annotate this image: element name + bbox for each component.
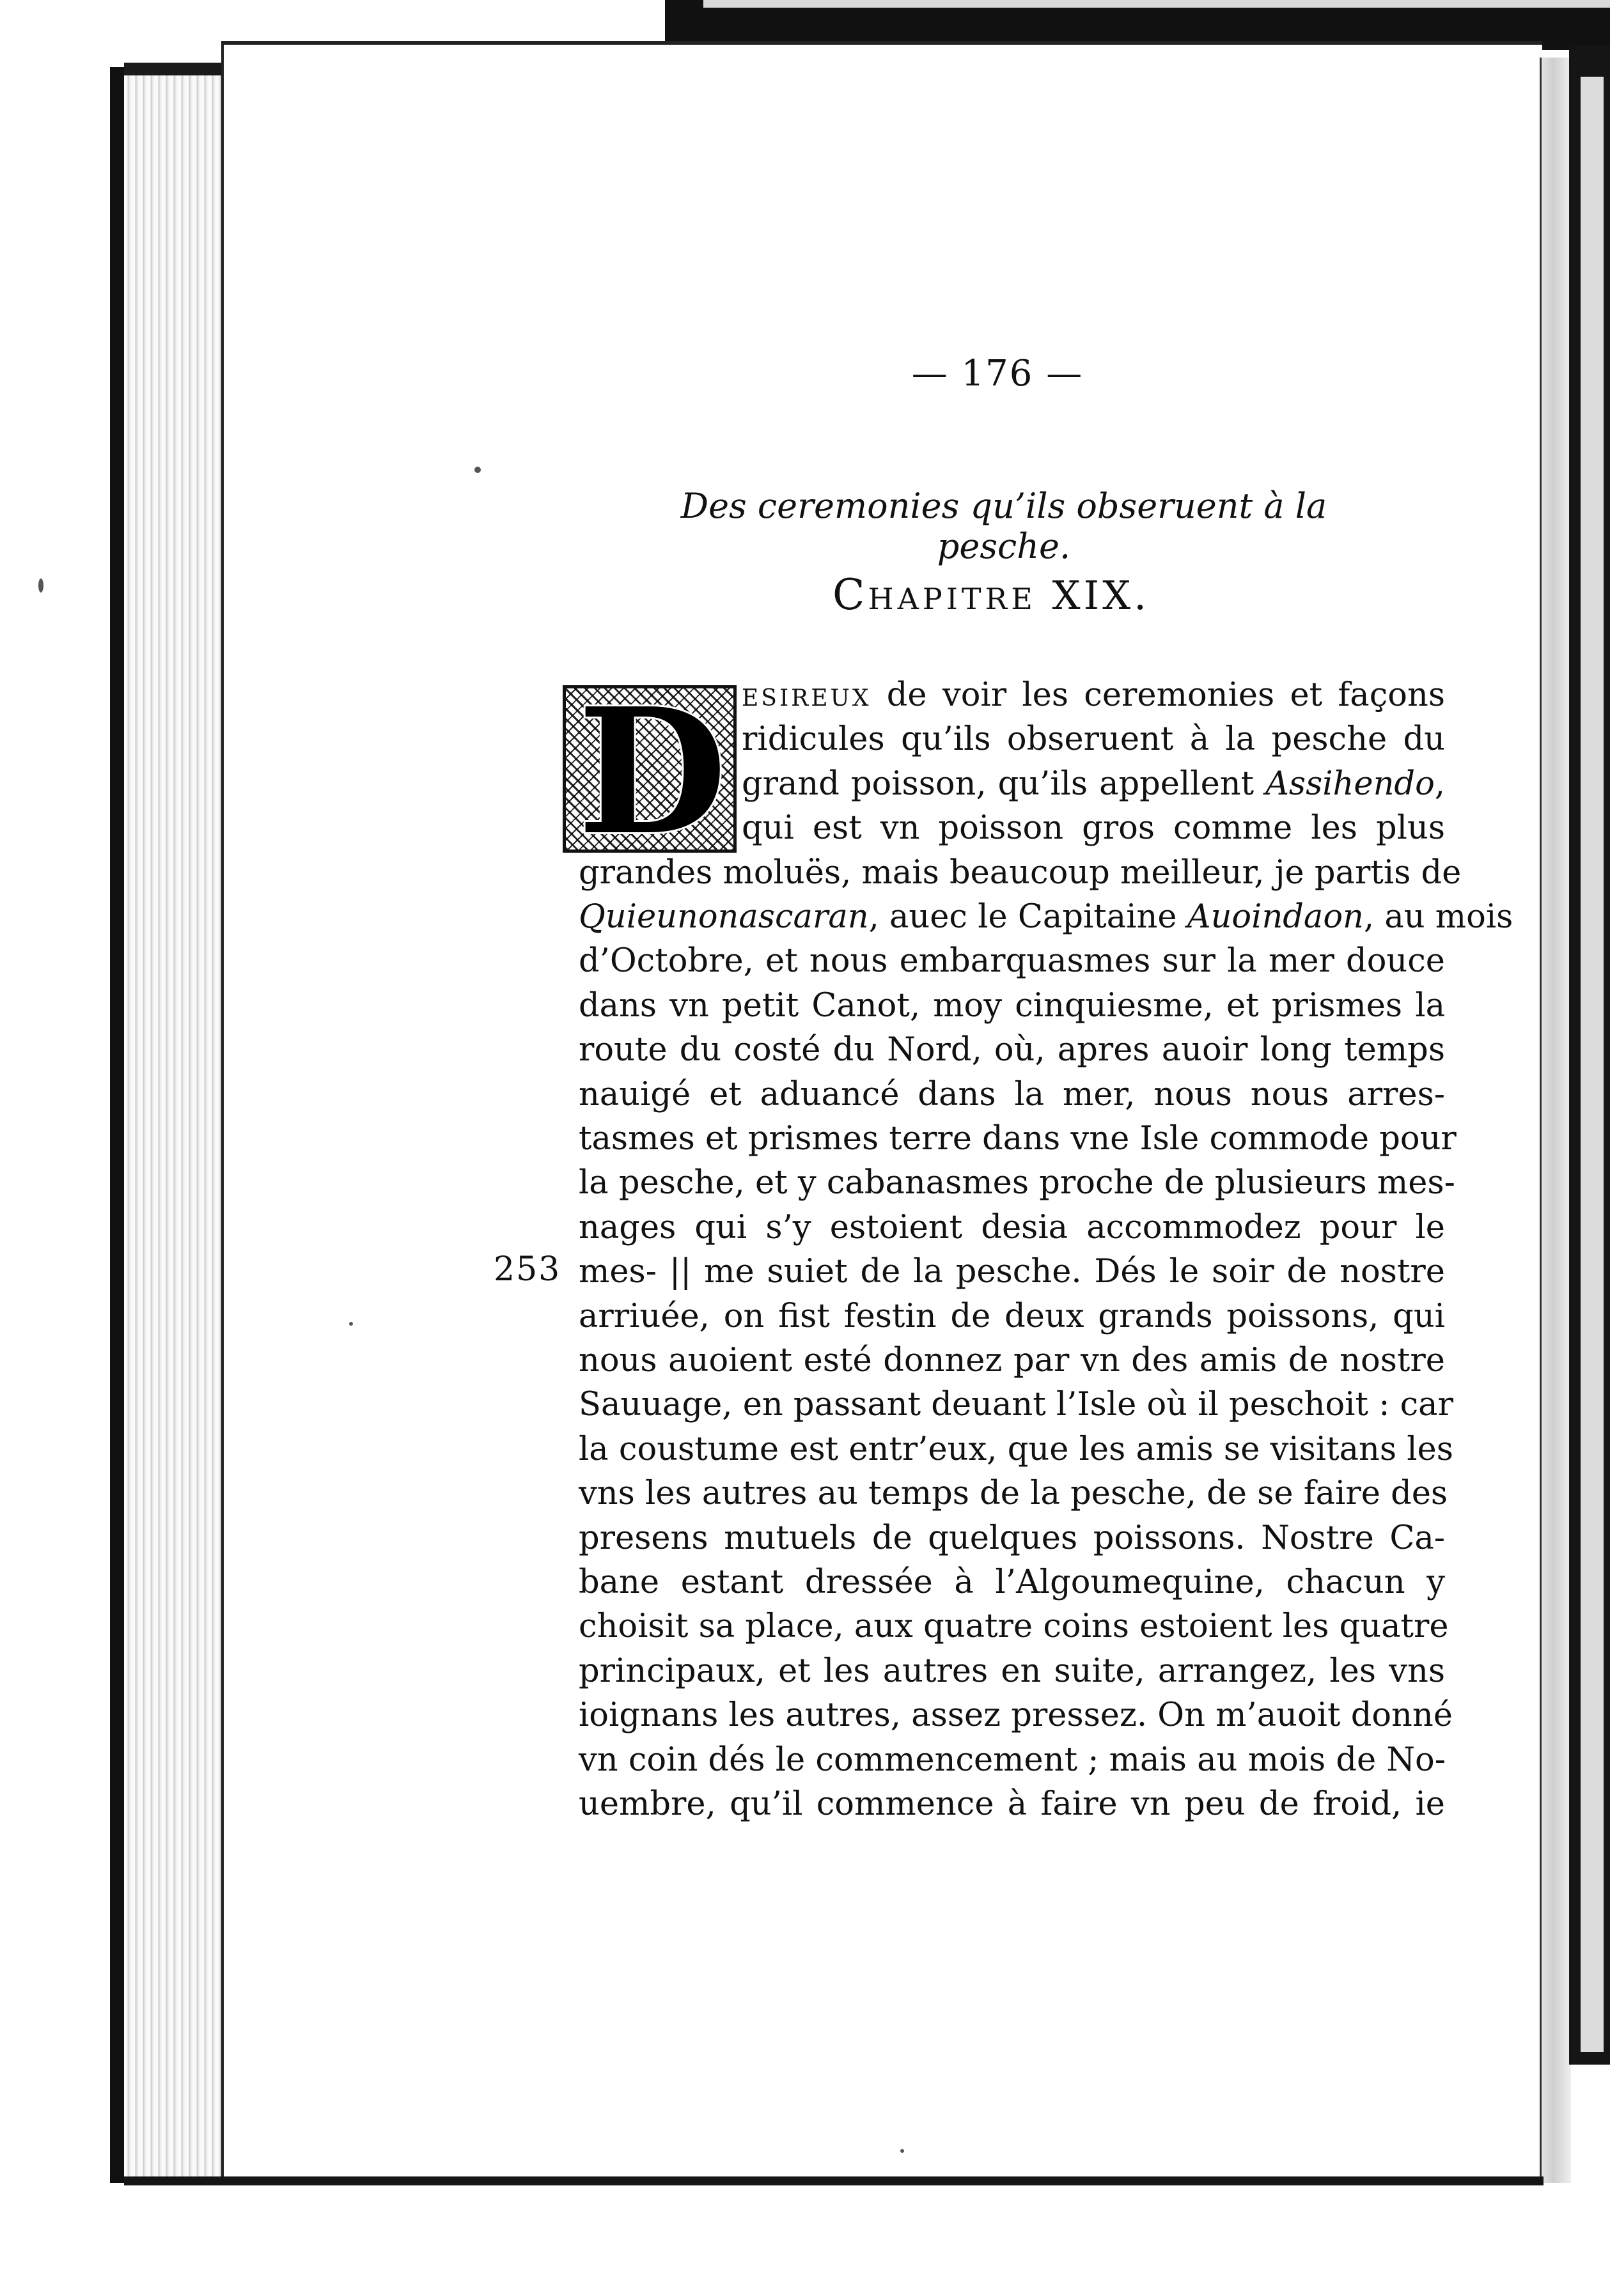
text-run: tasmes et prismes terre dans vne Isle commode pour (579, 1120, 1457, 1158)
text-line (579, 1074, 1445, 1115)
text-run: vn coin dés le commencement ; mais au mois de No- (579, 1741, 1446, 1779)
text-line (579, 853, 1462, 894)
running-head: Des ceremonies qu’ils obseruent à la pesche. (680, 486, 1327, 566)
text-run: ridicules qu’ils obseruent à la pesche du (742, 720, 1445, 759)
text-run: bane estant dressée à l’Algoumequine, chacun y (579, 1563, 1445, 1601)
text-line (579, 986, 1445, 1027)
text-run: principaux, et les autres en suite, arrangez, les vns (579, 1652, 1445, 1690)
ornamental-drop-cap (563, 670, 737, 873)
text-line (742, 675, 1445, 716)
book-page-edges (124, 75, 233, 2180)
text-line (579, 1518, 1445, 1559)
chapter-numeral: XIX. (1036, 572, 1150, 619)
italic-name: Quieunonascaran (579, 898, 869, 936)
page-number: — 176 — (911, 353, 1084, 394)
text-run: dans vn petit Canot, moy cinquiesme, et prismes la (579, 986, 1445, 1025)
text-line (579, 1340, 1445, 1381)
text-line (742, 808, 1445, 849)
text-run: grandes moluës, mais beaucoup meilleur, je partis de (579, 853, 1462, 892)
text-run: nous auoient esté donnez par vn des amis de nostre (579, 1342, 1445, 1379)
text-run: , auec le Capitaine (868, 898, 1187, 936)
text-line (579, 1784, 1445, 1825)
text-run: de voir les ceremonies et façons (871, 676, 1445, 714)
text-run: mes- || me suiet de la pesche. Dés le soir de nostre (579, 1253, 1445, 1291)
text-line (742, 719, 1445, 760)
italic-name: Assihendo (1265, 764, 1435, 803)
text-run: , (1434, 764, 1445, 803)
text-line (579, 1695, 1453, 1736)
scan-speck (349, 1322, 353, 1326)
margin-page-reference: 253 (494, 1250, 561, 1289)
text-line (579, 1473, 1448, 1514)
scan-border-right-inner (1581, 77, 1604, 2052)
facing-page-edge (1540, 58, 1571, 2183)
text-run: vns les autres au temps de la pesche, de se faire des (579, 1475, 1448, 1513)
text-line (579, 1651, 1445, 1692)
text-run: presens mutuels de quelques poissons. Nostre Ca- (579, 1519, 1445, 1557)
text-run: la pesche, et y cabanasmes proche de plusieurs mes- (579, 1164, 1455, 1202)
text-line (579, 1252, 1445, 1292)
text-run: , au mois (1363, 898, 1513, 936)
text-run: Sauuage, en passant deuant l’Isle où il peschoit : car (579, 1386, 1453, 1424)
text-line (579, 1207, 1445, 1248)
italic-name: Auoindaon (1187, 898, 1364, 936)
text-run: nages qui s’y estoient desia accommodez pour le (579, 1208, 1445, 1246)
text-line (579, 1740, 1445, 1781)
text-line (579, 1119, 1457, 1160)
text-line (579, 1385, 1453, 1425)
text-run: la coustume est entr’eux, que les amis se visitans les (579, 1430, 1453, 1468)
text-line (579, 1163, 1455, 1204)
drop-cap-letter: D (577, 670, 728, 873)
text-run: nauigé et aduancé dans la mer, nous nous arres- (579, 1075, 1445, 1113)
text-line (579, 1030, 1445, 1071)
book-block-bottom (124, 2176, 1544, 2185)
text-run: d’Octobre, et nous embarquasmes sur la mer douce (579, 942, 1445, 981)
chapter-heading (767, 570, 1215, 619)
text-run: qui est vn poisson gros comme les plus (742, 809, 1445, 848)
text-line (579, 941, 1445, 982)
text-line (579, 1429, 1453, 1470)
text-line (579, 1296, 1445, 1337)
text-run: uembre, qu’il commence à faire vn peu de froid, ie (579, 1785, 1445, 1823)
scan-speck (38, 578, 43, 593)
text-run: choisit sa place, aux quatre coins estoient les quatre (579, 1608, 1449, 1646)
text-line (742, 764, 1445, 805)
small-caps-word: ESIREUX (742, 685, 871, 711)
chapter-word: HAPITRE (868, 582, 1036, 616)
text-line (579, 897, 1513, 938)
scan-speck (900, 2149, 904, 2153)
text-run: route du costé du Nord, où, apres auoir long temps (579, 1031, 1445, 1069)
text-line (579, 1606, 1449, 1647)
scan-speck (474, 467, 481, 473)
scan-border-top-inner (703, 0, 1610, 8)
text-line (579, 1562, 1445, 1603)
text-run: arriuée, on fist festin de deux grands poissons, qui (579, 1297, 1445, 1335)
text-run: grand poisson, qu’ils appellent (742, 764, 1266, 803)
chapter-initial: C (832, 570, 868, 619)
text-run: ioignans les autres, assez pressez. On m’auoit donné (579, 1696, 1453, 1735)
book-cover-edge (110, 67, 124, 2183)
